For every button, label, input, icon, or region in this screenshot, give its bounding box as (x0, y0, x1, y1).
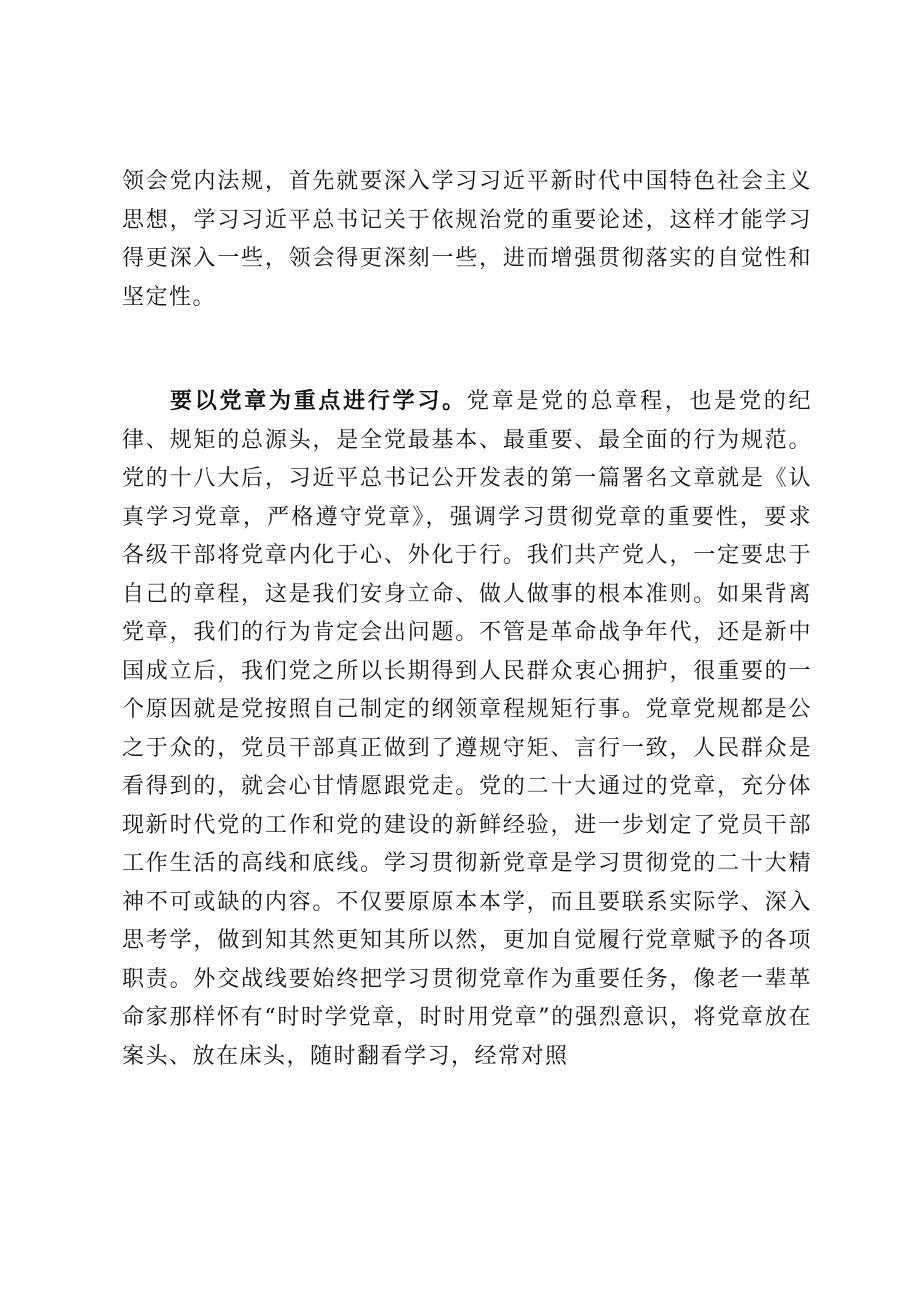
paragraph-body-text: 党章是党的总章程，也是党的纪律、规矩的总源头，是全党最基本、最重要、最全面的行为规范。党的十八大后，习近平总书记公开发表的第一篇署名文章就是《认真学习党章，严格遵守党章》，强调学习贯彻党章的重要性，要求各级干部将党章内化于心、外化于行。我们共产党人，一定要忠于自己的章程，这是我们安身立命、做人做事的根本准则。如果背离党章，我们的行为肯定会出问题。不管是革命战争年代，还是新中国成立后，我们党之所以长期得到人民群众衷心拥护，很重要的一个原因就是党按照自己制定的纲领章程规矩行事。党章党规都是公之于众的，党员干部真正做到了遵规守矩、言行一致，人民群众是看得到的，就会心甘情愿跟党走。党的二十大通过的党章，充分体现新时代党的工作和党的建设的新鲜经验，进一步划定了党员干部工作生活的高线和底线。学习贯彻新党章是学习贯彻党的二十大精神不可或缺的内容。不仅要原原本本学，而且要联系实际学、深入思考学，做到知其然更知其所以然，更加自觉履行党章赋予的各项职责。外交战线要始终把学习贯彻党章作为重要任务，像老一辈革命家那样怀有“时时学党章，时时用党章”的强烈意识，将党章放在案头、放在床头，随时翻看学习，经常对照 (122, 389, 812, 1069)
paragraph-party-constitution (122, 382, 812, 1076)
paragraph-continuation: 领会党内法规，首先就要深入学习习近平新时代中国特色社会主义思想，学习习近平总书记关于依规治党的重要论述，这样才能学习得更深入一些，领会得更深刻一些，进而增强贯彻落实的自觉性和坚定性。 (122, 169, 812, 310)
paragraph-lead-heading: 要以党章为重点进行学习。 (170, 388, 467, 414)
